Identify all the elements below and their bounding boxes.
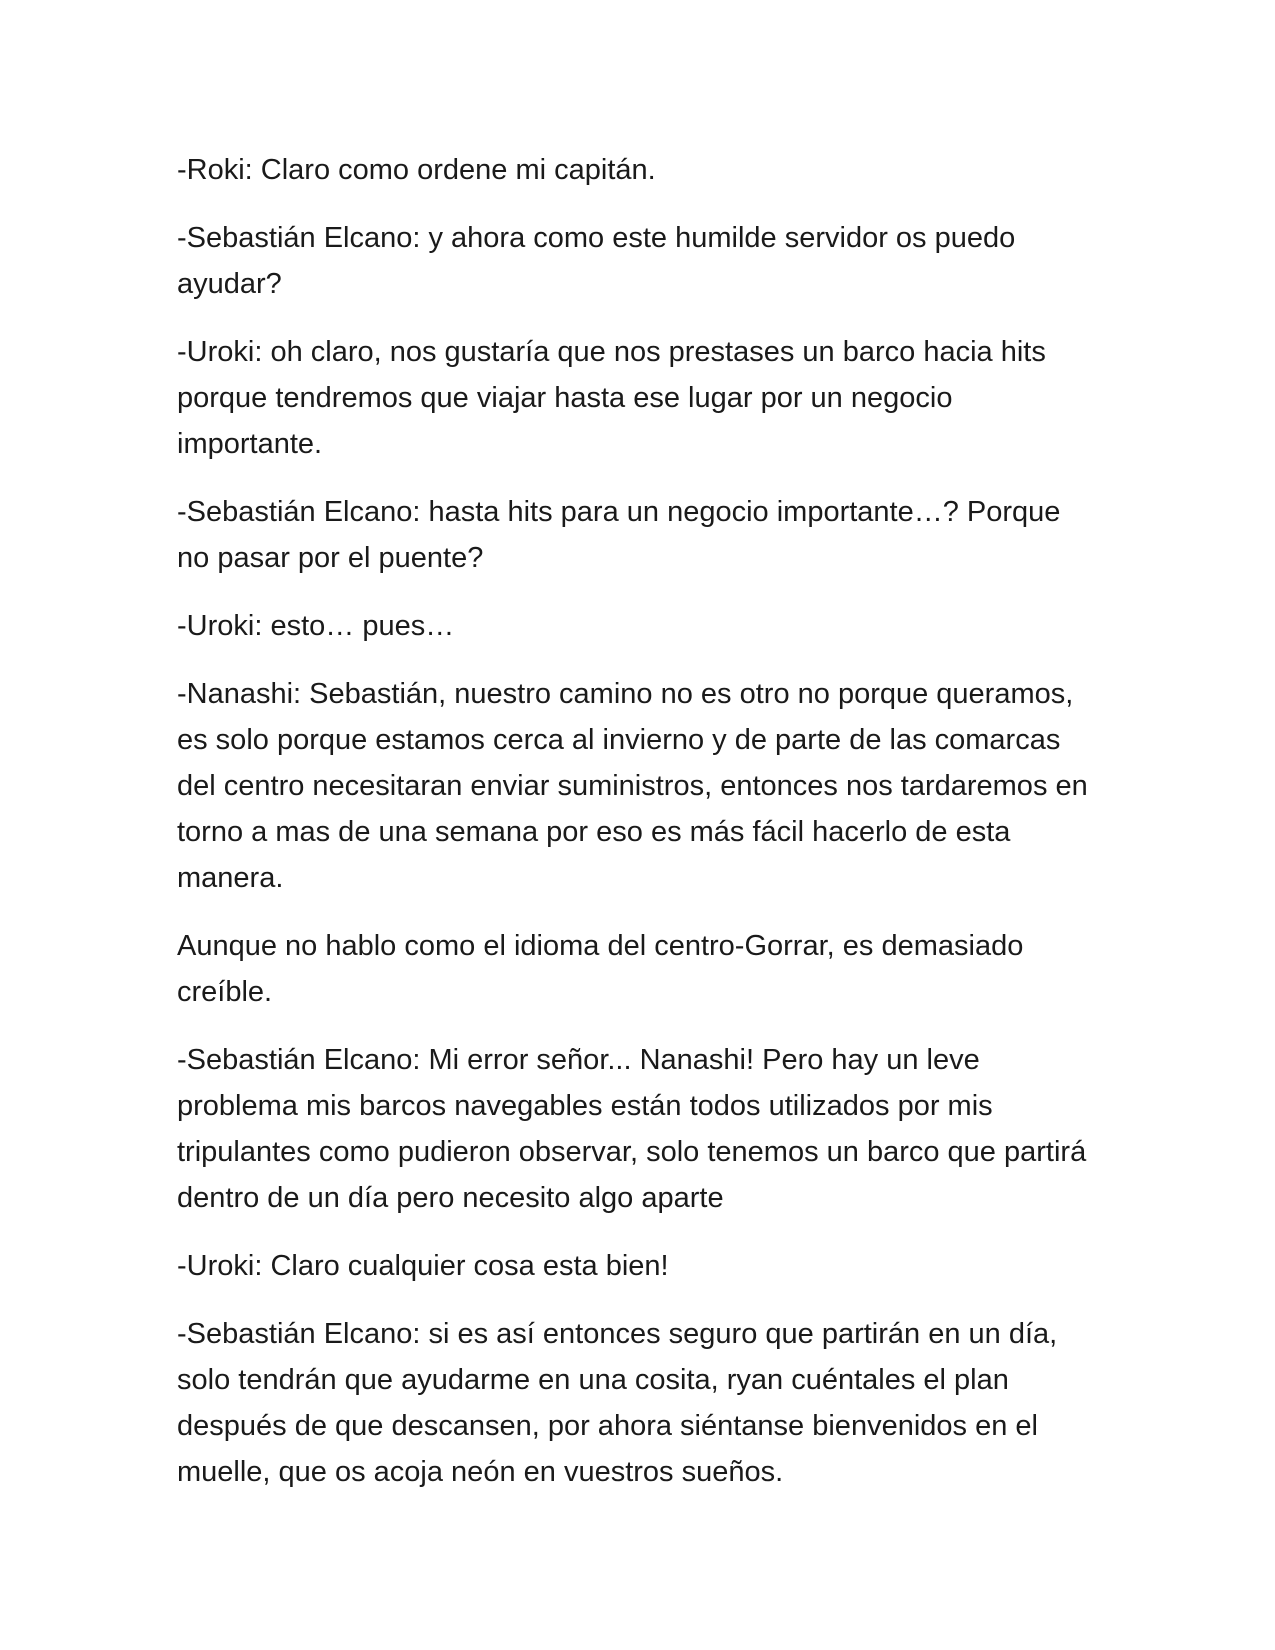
dialogue-paragraph: -Sebastián Elcano: Mi error señor... Nanashi! Pero hay un leve problema mis barcos navegables están todos utilizados por mis tripulantes como pudieron observar, solo tenemos un barco que partirá dentro de un día pero necesito algo aparte <box>177 1044 1087 1214</box>
dialogue-paragraph: -Roki: Claro como ordene mi capitán. <box>177 154 656 186</box>
dialogue-paragraph: -Nanashi: Sebastián, nuestro camino no es otro no porque queramos, es solo porque estamos cerca al invierno y de parte de las comarcas del centro necesitaran enviar suministros, entonces nos tardaremos en torno a mas de una semana por eso es más fácil hacerlo de esta manera. <box>177 678 1088 894</box>
dialogue-paragraph: -Sebastián Elcano: hasta hits para un negocio importante…? Porque no pasar por el puente? <box>177 496 1061 574</box>
dialogue-paragraph: -Uroki: esto… pues… <box>177 610 455 642</box>
dialogue-paragraph: -Uroki: oh claro, nos gustaría que nos prestases un barco hacia hits porque tendremos que viajar hasta ese lugar por un negocio importante. <box>177 336 1046 460</box>
dialogue-paragraph: -Sebastián Elcano: y ahora como este humilde servidor os puedo ayudar? <box>177 222 1016 300</box>
dialogue-paragraph: -Uroki: Claro cualquier cosa esta bien! <box>177 1250 669 1282</box>
dialogue-paragraph: -Sebastián Elcano: si es así entonces seguro que partirán en un día, solo tendrán que ayudarme en una cosita, ryan cuéntales el plan después de que descansen, por ahora siéntanse bienvenidos en el muelle, que os acoja neón en vuestros sueños. <box>177 1318 1058 1488</box>
document-body <box>177 147 1097 1517</box>
narration-paragraph: Aunque no hablo como el idioma del centro-Gorrar, es demasiado creíble. <box>177 930 1024 1008</box>
